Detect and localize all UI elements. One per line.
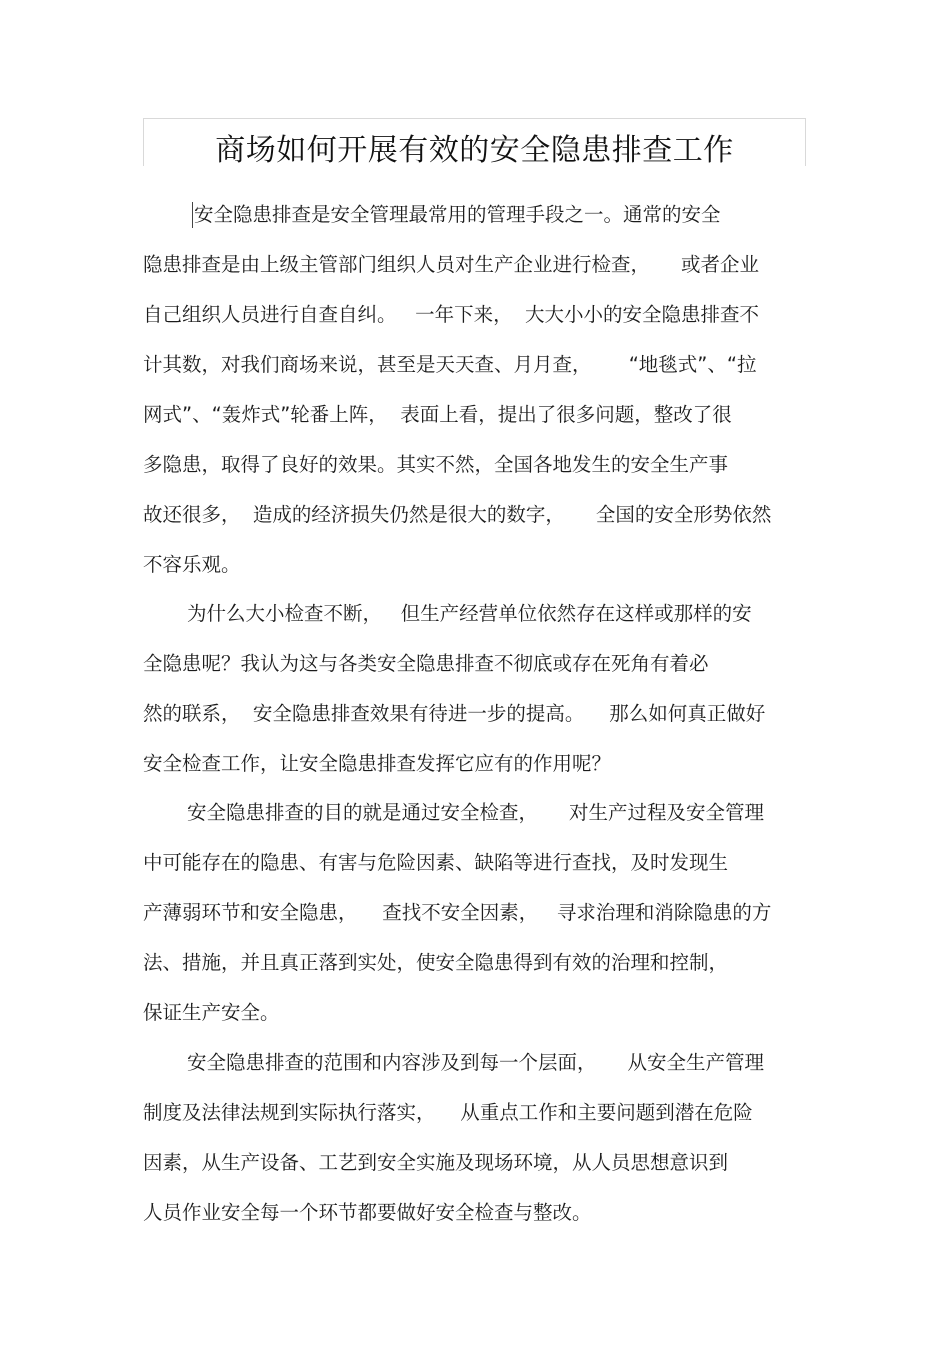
paragraph-line: 安全检查工作，让安全隐患排查发挥它应有的作用呢？ xyxy=(143,752,612,775)
title-frame xyxy=(143,118,806,166)
paragraph-line: 安全隐患排查是安全管理最常用的管理手段之一。通常的安全 xyxy=(194,203,721,226)
paragraph-line: 全隐患呢？我认为这与各类安全隐患排查不彻底或存在死角有着必 xyxy=(143,652,709,675)
paragraph-line: 法、措施，并且真正落到实处，使安全隐患得到有效的治理和控制， xyxy=(143,951,729,974)
paragraph-line: 保证生产安全。 xyxy=(143,1001,280,1024)
paragraph-line: 不容乐观。 xyxy=(143,553,241,576)
paragraph-line: 人员作业安全每一个环节都要做好安全检查与整改。 xyxy=(143,1201,592,1224)
paragraph-line: 因素，从生产设备、工艺到安全实施及现场环境，从人员思想意识到 xyxy=(143,1151,729,1174)
text-cursor xyxy=(192,202,193,228)
paragraph-line: 计其数，对我们商场来说，甚至是天天查、月月查， “地毯式”、“拉 xyxy=(143,353,757,376)
paragraph-line: 产薄弱环节和安全隐患， 查找不安全因素， 寻求治理和消除隐患的方 xyxy=(143,901,772,924)
paragraph-line: 为什么大小检查不断， 但生产经营单位依然存在这样或那样的安 xyxy=(187,602,752,625)
paragraph-line: 然的联系， 安全隐患排查效果有待进一步的提高。 那么如何真正做好 xyxy=(143,702,766,725)
paragraph-line: 制度及法律法规到实际执行落实， 从重点工作和主要问题到潜在危险 xyxy=(143,1101,753,1124)
paragraph-line: 安全隐患排查的范围和内容涉及到每一个层面， 从安全生产管理 xyxy=(187,1051,764,1074)
paragraph-line: 网式”、“轰炸式”轮番上阵， 表面上看，提出了很多问题，整改了很 xyxy=(143,403,732,426)
paragraph-line: 多隐患，取得了良好的效果。其实不然，全国各地发生的安全生产事 xyxy=(143,453,729,476)
paragraph-line: 自己组织人员进行自查自纠。 一年下来， 大大小小的安全隐患排查不 xyxy=(143,303,759,326)
paragraph-line: 故还很多， 造成的经济损失仍然是很大的数字， 全国的安全形势依然 xyxy=(143,503,772,526)
document-title: 商场如何开展有效的安全隐患排查工作 xyxy=(215,133,734,168)
paragraph-line: 安全隐患排查的目的就是通过安全检查， 对生产过程及安全管理 xyxy=(187,801,764,824)
paragraph-line: 隐患排查是由上级主管部门组织人员对生产企业进行检查， 或者企业 xyxy=(143,253,759,276)
paragraph-line: 中可能存在的隐患、有害与危险因素、缺陷等进行查找，及时发现生 xyxy=(143,851,729,874)
